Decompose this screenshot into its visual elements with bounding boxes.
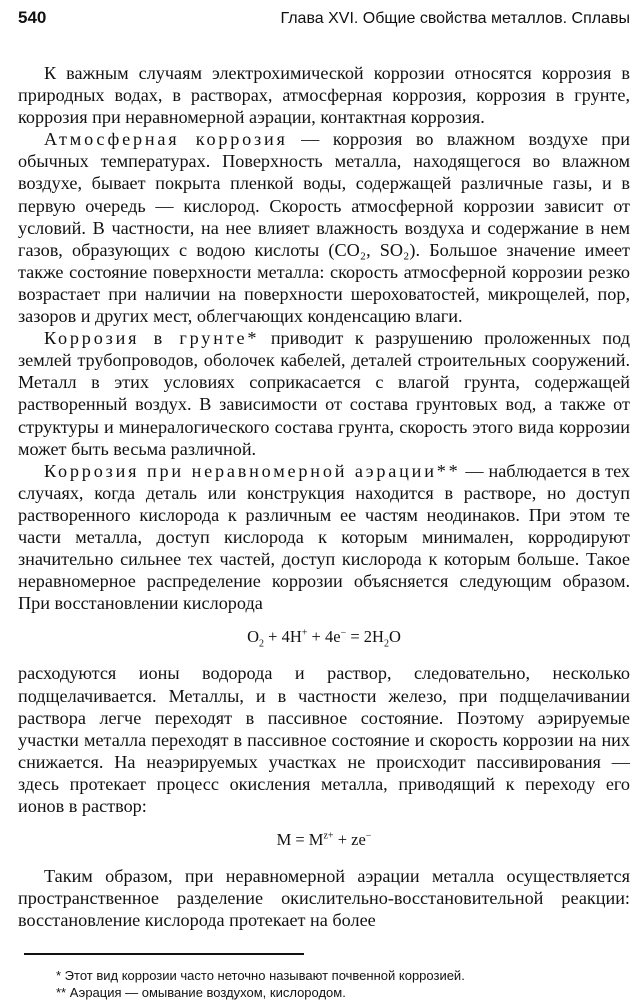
paragraph-soil <box>18 327 630 460</box>
footnote-divider <box>24 953 304 955</box>
page-body <box>18 62 630 931</box>
paragraph-atmospheric-text: — коррозия во влажном воздухе при обычных температурах. Поверхность металла, находящегося во влажном воздухе, бывает покрыта пленкой воды, содержащей различные газы, и в первую очередь — кислород. Скорость атмосферной коррозии зависит от условий. В частности, на нее влияет влажность воздуха и содержание в нем газов, образующих с водою кислоты (CO₂, SO₂). Большое значение имеет также состояние поверхности металла: скорость атмосферной коррозии резко возрастает при наличии на поверхности шероховатостей, микрощелей, пор, зазоров и других мест, облегчающих конденсацию влаги. <box>18 129 630 327</box>
footnote-1: * Этот вид коррозии часто неточно называют почвенной коррозией. <box>56 968 465 984</box>
paragraph-intro: К важным случаям электрохимической коррозии относятся коррозия в природных водах, в растворах, атмосферная коррозия, коррозия в грунте, коррозия при неравномерной аэрации, контактная коррозия. <box>18 63 630 128</box>
paragraph-conclusion: Таким образом, при неравномерной аэрации металла осуществляется пространственное разделение окислительно-восстановительной реакции: восстановление кислорода протекает на более <box>18 866 630 931</box>
paragraph-passivation: расходуются ионы водорода и раствор, следовательно, несколько подщелачивается. Металлы, и в частности железо, при подщелачивании раствора легче переходят в пассивное состояние. Поэтому аэрируемые участки металла переходят в пассивное состояние и скорость коррозии на них снижается. На неаэрируемых участках не происходит пассивирования — здесь протекает процесс окисления металла, приводящий к переходу его ионов в раствор: <box>18 663 630 816</box>
paragraph-soil-text: приводит к разрушению проложенных под землей трубопроводов, оболочек кабелей, деталей строительных сооружений. Металл в этих условиях соприкасается с влагой грунта, содержащей растворенный воздух. В зависимости от состава грунтовых вод, а также от структуры и минералогического состава грунта, скорость этого вида коррозии может быть весьма различной. <box>18 328 630 459</box>
formula-oxygen-reduction: $O_2 + 4H^+ + 4e^- = 2H_2O$ <box>247 627 401 650</box>
footnote-2: ** Аэрация — омывание воздухом, кислородом. <box>56 985 346 1001</box>
term-soil-corrosion: Коррозия в грунте* <box>44 328 260 349</box>
page-number: 540 <box>18 8 47 27</box>
paragraph-aeration-text: — наблюдается в тех случаях, когда деталь или конструкция находится в растворе, но доступ растворенного кислорода к различным ее частям неодинаков. При этом те части металла, доступ кислорода к которым минимален, корродируют значительно сильнее тех частей, доступ кислорода к которым больше. Такое неравномерное распределение коррозии объясняется следующим образом. При восстановлении кислорода <box>18 460 630 614</box>
page-header <box>18 8 630 38</box>
paragraph-atmospheric <box>18 128 630 327</box>
paragraph-aeration <box>18 460 630 615</box>
formula-metal-oxidation: $M = M^{z+} + ze^-$ <box>276 830 372 850</box>
running-head: Глава XVI. Общие свойства металлов. Сплавы <box>280 10 630 27</box>
term-aeration-corrosion: Коррозия при неравномерной аэрации** <box>44 460 461 481</box>
term-atmospheric-corrosion: Атмосферная коррозия <box>44 129 288 150</box>
footnotes <box>18 967 630 1001</box>
